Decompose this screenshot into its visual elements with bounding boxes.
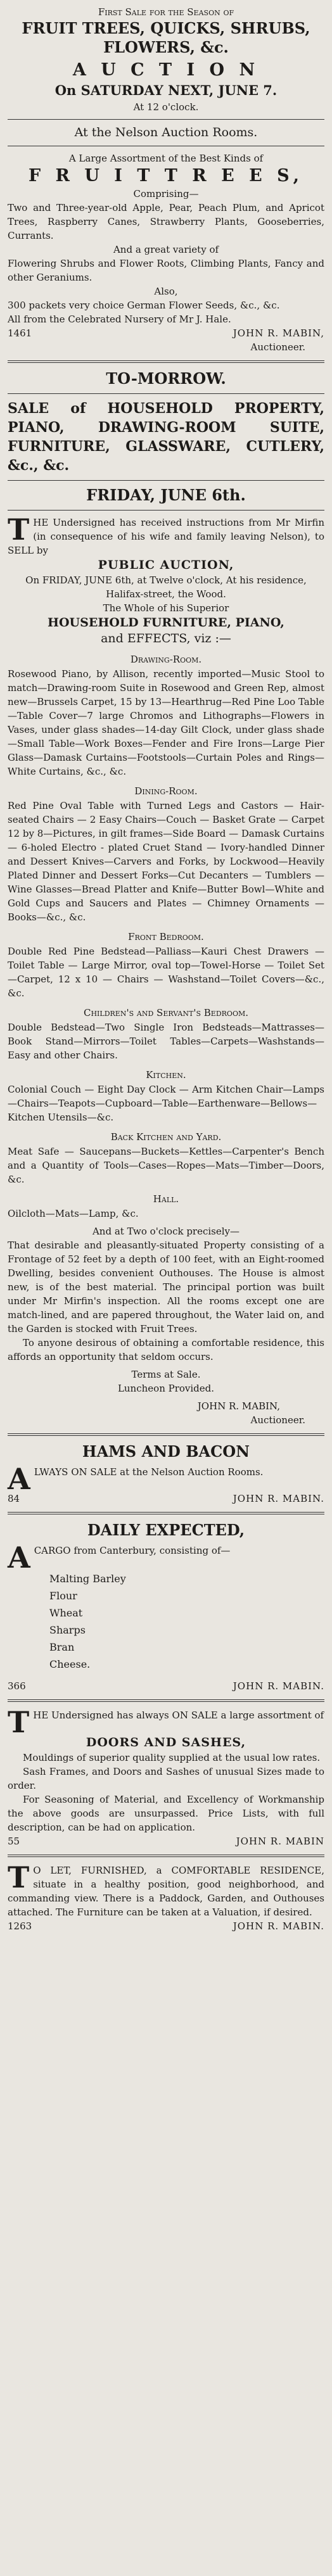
signer: JOHN R. MABIN. (233, 1920, 324, 1932)
two-oclock-line: And at Two o'clock precisely— (92, 1226, 240, 1237)
drop-cap: A (8, 1462, 30, 1496)
list-item: Bran (49, 1641, 75, 1653)
signer: JOHN R. MABIN, (197, 1400, 280, 1412)
section-divider (8, 1433, 324, 1436)
seasoning-line: For Seasoning of Material, and Excellency of Workmanship the above goods are unsurpassed. Price Lists, with full description, can be had on application. (8, 1794, 324, 1833)
section-items: Meat Safe — Saucepans—Buckets—Kettles—Carpenter's Bench and a Quantity of Tools—Cases—Ropes—Mats—Timber—Doors, &c. (8, 1146, 324, 1185)
intro-paragraph (8, 512, 324, 557)
ad-ref: 84 (8, 1493, 20, 1504)
signer: JOHN R. MABIN (236, 1836, 324, 1847)
signer-role: Auctioneer. (250, 341, 305, 353)
assortment-line: A Large Assortment of the Best Kinds of (68, 153, 264, 164)
section-divider (8, 1699, 324, 1702)
divider (8, 119, 324, 120)
sash-line: Sash Frames, and Doors and Sashes of unusual Sizes made to order. (8, 1766, 324, 1791)
comprising: Comprising— (133, 188, 199, 200)
opportunity-line: To anyone desirous of obtaining a comfortable residence, this affords an opportunity that seldom occurs. (8, 1337, 324, 1362)
list-item: Malting Barley (49, 1573, 126, 1585)
signature (8, 1834, 324, 1848)
ad-body-text: LWAYS ON SALE at the Nelson Auction Rooms. (34, 1466, 264, 1478)
newspaper-column (8, 0, 324, 1933)
household-sale-ad (8, 369, 324, 1427)
section-divider (8, 1855, 324, 1857)
sale-date: FRIDAY, JUNE 6th. (86, 486, 246, 504)
doors-sashes-ad (8, 1705, 324, 1848)
list-item: Cheese. (49, 1658, 91, 1670)
ad-ref: 55 (8, 1836, 20, 1847)
divider (8, 510, 324, 511)
section-items: Double Bedstead—Two Single Iron Bedsteads—Mattrasses—Book Stand—Mirrors—Toilet Tables—Carpets—Washstands—Easy and other Chairs. (8, 1022, 324, 1061)
to-let-ad (8, 1860, 324, 1933)
signature (8, 1919, 324, 1933)
divider (8, 393, 324, 394)
ad-ref: 1461 (8, 327, 32, 339)
auction-when-where: On FRIDAY, JUNE 6th, at Twelve o'clock, At his residence, Halifax-street, the Wood. (25, 574, 307, 600)
sale-date: On SATURDAY NEXT, JUNE 7. (54, 82, 278, 98)
section-divider (8, 1512, 324, 1514)
also-line: Also, (154, 286, 178, 297)
sale-time: At 12 o'clock. (133, 101, 199, 113)
public-auction: PUBLIC AUCTION, (98, 558, 234, 572)
section-heading: Back Kitchen and Yard. (110, 1131, 222, 1143)
signer: JOHN R. MABIN, (233, 327, 324, 339)
terms-line: Terms at Sale. (131, 1369, 201, 1380)
auction-heading: A U C T I O N (72, 60, 260, 80)
section-heading: Kitchen. (146, 1069, 186, 1081)
nursery-line: All from the Celebrated Nursery of Mr J. Hale. (8, 314, 231, 325)
intro-text: HE Undersigned has received instructions from Mr Mirfin (in consequence of his wife and family leaving Nelson), to SELL by (8, 517, 324, 556)
section-items: Oilcloth—Mats—Lamp, &c. (8, 1208, 139, 1219)
section-heading: Children's and Servant's Bedroom. (83, 1007, 248, 1018)
ad-body-text: O LET, FURNISHED, a COMFORTABLE RESIDENCE, situate in a healthy position, good neighborhood, and commanding view. There is a Paddock, Garden, and Outhouses attached. The Furniture can be taken at a Valuation, if desired. (8, 1865, 324, 1918)
fruit-trees-auction-ad (8, 5, 324, 354)
ad-body (8, 1705, 324, 1739)
list-item: Wheat (49, 1607, 83, 1619)
ad-body-text: CARGO from Canterbury, consisting of— (34, 1545, 231, 1556)
whole-line: The Whole of his Superior (103, 602, 229, 614)
ad-kicker: First Sale for the Season of (98, 6, 234, 18)
venue: At the Nelson Auction Rooms. (74, 125, 258, 139)
ad-headline-cont: FLOWERS, &c. (103, 38, 229, 56)
section-divider (8, 360, 324, 363)
ad-headline: DOORS AND SASHES, (86, 1735, 246, 1749)
cargo-list (8, 1570, 324, 1673)
ad-ref: 366 (8, 1680, 26, 1692)
mouldings-line: Mouldings of superior quality supplied at the usual low rates. (23, 1752, 321, 1763)
section-items: Rosewood Piano, by Allison, recently imported—Music Stool to match—Drawing-room Suite in Rosewood and Green Rep, almost new—Brussels Carpet, 15 by 13—Hearthrug—Red Pine Loo Table—Table Cover—7 large Chromos and Lithographs—Flowers in Vases, under glass shades—14-day Gilt Clock, under glass shade—Small Table—Work Boxes—Fender and Fire Irons—Large Pier Glass—Damask Curtains—Footstools—Curtain Poles and Rings—White Curtains, &c., &c. (8, 668, 324, 777)
property-description: That desirable and pleasantly-situated Property consisting of a Frontage of 52 feet by a depth of 100 feet, with an Eight-roomed Dwelling, besides convenient Outhouses. The House is almost new, is of the best material. The principal portion was built under Mr Mirfin's inspection. All the rooms except one are match-lined, and are papered throughout, the Water laid on, and the Garden is stocked with Fruit Trees. (8, 1240, 324, 1335)
drop-cap: T (8, 1860, 30, 1894)
divider (8, 480, 324, 481)
section-heading: Front Bedroom. (128, 931, 204, 942)
signature (8, 326, 324, 340)
ad-body (8, 1540, 324, 1575)
drop-cap: T (8, 1705, 30, 1739)
ad-body (8, 1462, 324, 1496)
ad-headline: DAILY EXPECTED, (87, 1521, 245, 1539)
tomorrow-heading: TO-MORROW. (106, 369, 226, 388)
section-items: Red Pine Oval Table with Turned Legs and Castors — Hair-seated Chairs — 2 Easy Chairs—Couch — Basket Grate — Carpet 12 by 8—Pictures, in gilt frames—Side Board — Damask Curtains — 6-holed Electro - plated Cruet Stand — Ivory-handled Dinner and Dessert Knives—Carvers and Forks, by Lockwood—Heavily Plated Dinner and Dessert Forks—Cut Decanters — Tumblers — Wine Glasses—Bread Platter and Knife—Butter Bowl—White and Gold Cups and Saucers and Plates — Chimney Ornaments — Books—&c., &c. (8, 800, 324, 923)
list-item: Sharps (49, 1624, 86, 1636)
ad-headline: FRUIT TREES, QUICKS, SHRUBS, (22, 19, 310, 37)
variety-line: And a great variety of (113, 244, 219, 255)
drop-cap: A (8, 1540, 30, 1575)
signature (8, 1679, 324, 1693)
sale-title: SALE of HOUSEHOLD PROPERTY, PIANO, DRAWING-ROOM SUITE, FURNITURE, GLASSWARE, CUTLERY, &c., &c. (8, 400, 324, 474)
section-heading: Drawing-Room. (130, 654, 202, 665)
trees-list: Two and Three-year-old Apple, Pear, Peach Plum, and Apricot Trees, Raspberry Canes, Strawberry Plants, Gooseberries, Currants. (8, 202, 324, 241)
fruit-trees-heading: F R U I T T R E E S, (28, 166, 304, 186)
signature (8, 1492, 324, 1506)
signer-role: Auctioneer. (250, 1414, 305, 1426)
drop-cap: T (8, 512, 30, 547)
luncheon-line: Luncheon Provided. (117, 1383, 215, 1394)
daily-expected-ad (8, 1521, 324, 1693)
seeds-line: 300 packets very choice German Flower Seeds, &c., &c. (8, 300, 280, 311)
section-heading: Hall. (153, 1193, 179, 1205)
ad-headline: HAMS AND BACON (82, 1442, 250, 1461)
ad-ref: 1263 (8, 1920, 32, 1932)
section-items: Colonial Couch — Eight Day Clock — Arm Kitchen Chair—Lamps—Chairs—Teapots—Cupboard—Table—Earthenware—Bellows—Kitchen Utensils—&c. (8, 1084, 324, 1123)
household-heading: HOUSEHOLD FURNITURE, PIANO, (48, 616, 284, 630)
signer: JOHN R. MABIN. (233, 1493, 324, 1504)
hams-bacon-ad (8, 1442, 324, 1506)
section-items: Double Red Pine Bedstead—Palliass—Kauri Chest Drawers — Toilet Table — Large Mirror, oval top—Towel-Horse — Toilet Set—Carpet, 12 x 10 — Chairs — Washstand—Toilet Covers—&c., &c. (8, 946, 324, 999)
list-item: Flour (49, 1590, 77, 1602)
ad-body-text: HE Undersigned has always ON SALE a large assortment of (33, 1710, 324, 1721)
ad-body (8, 1860, 324, 1919)
shrubs-list: Flowering Shrubs and Flower Roots, Climbing Plants, Fancy and other Geraniums. (8, 258, 324, 283)
signer: JOHN R. MABIN. (233, 1680, 324, 1692)
effects-heading: and EFFECTS, viz :— (101, 631, 231, 645)
section-heading: Dining-Room. (134, 785, 198, 797)
